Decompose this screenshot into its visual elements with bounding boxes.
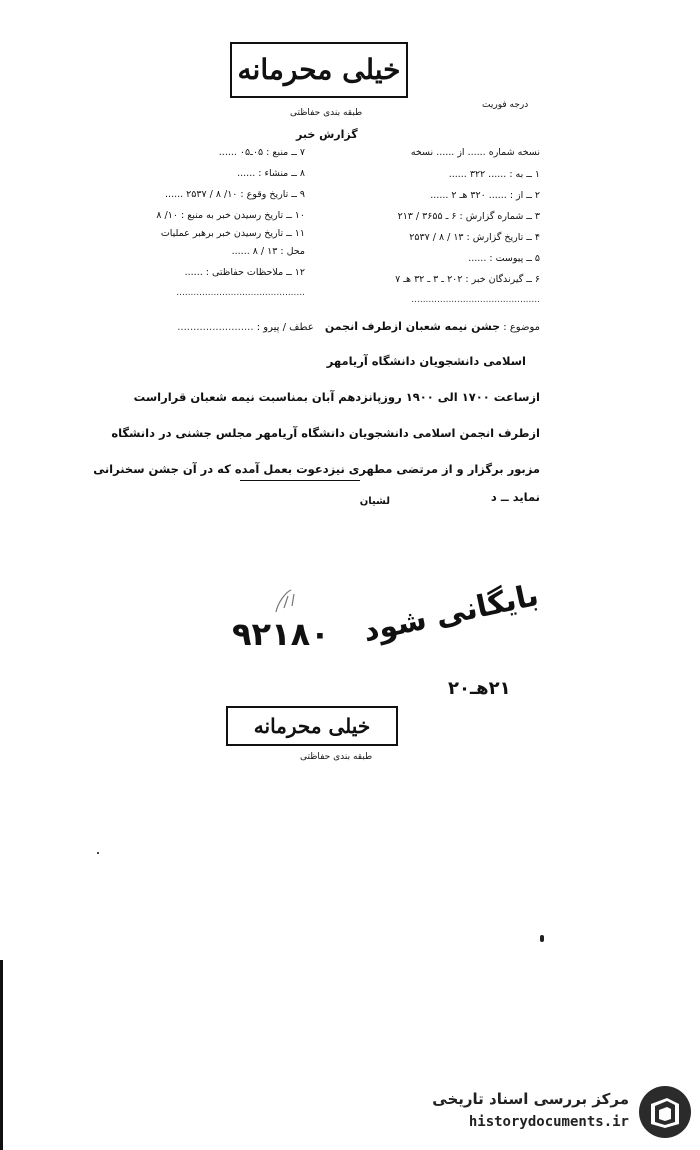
handwritten-archive-code: ۲۱هـ۲۰: [448, 678, 511, 699]
field-from: ۲ ــ از : ...... ۳۲۰ هـ ۲ ......: [430, 190, 540, 201]
field-recipients: ۶ ــ گیرندگان خبر : ۲۰۲ ـ ۳ ـ ۳۲ هـ ۷: [395, 274, 540, 285]
footer-classification-caption: طبقه بندی حفاظتی: [300, 752, 373, 762]
field-attachment: ۵ ــ پیوست : ......: [468, 253, 540, 264]
body-line-3: ازطرف انجمن اسلامی دانشجویان دانشگاه آریامهر مجلس جشنی در دانشگاه: [111, 426, 540, 440]
field-origin: ۸ ــ منشاء : ......: [237, 168, 305, 179]
footer-classification-stamp: [226, 706, 398, 746]
watermark-org-name: مرکز بررسی اسناد تاریخی: [432, 1090, 629, 1108]
ink-scribble-icon: [266, 582, 306, 622]
handwritten-archive-note: بایگانی شود: [360, 577, 542, 650]
signature-name: لشیان: [359, 496, 390, 507]
field-date-received-leader: ۱۱ ــ تاریخ رسیدن خبر برهبر عملیات: [160, 228, 305, 239]
archive-logo-icon: [637, 1084, 693, 1140]
fields-left: [120, 147, 305, 300]
subject-text: جشن نیمه شعبان ازطرف انجمن: [324, 320, 501, 333]
watermark-url: historydocuments.ir: [468, 1114, 629, 1130]
body-line-2: ازساعت ۱۷۰۰ الی ۱۹۰۰ روزپانزدهم آبان بمناسبت نیمه شعبان قراراست: [133, 390, 540, 404]
urgency-label: درجه فوریت: [482, 100, 529, 110]
top-classification-caption: طبقه بندی حفاظتی: [290, 108, 363, 118]
field-report-date: ۴ ــ تاریخ گزارش : ۱۳ / ۸ / ۲۵۳۷: [409, 232, 540, 243]
subject-reference: عطف / پیرو :: [256, 322, 314, 333]
field-place: محل : ۱۳ / ۸ ......: [231, 246, 305, 257]
scan-speck: [97, 852, 99, 854]
top-classification-stamp-text: خیلی محرمانه: [237, 53, 401, 86]
field-copy-number: نسخه شماره ...... از ...... نسخه: [410, 147, 540, 158]
field-date-received-source: ۱۰ ــ تاریخ رسیدن خبر به منبع : ۱۰/ ۸: [156, 210, 305, 221]
report-title: گزارش خبر: [296, 128, 358, 141]
watermark: [410, 1082, 695, 1142]
body-underline: [240, 480, 360, 481]
handwritten-number: ۹۲۱۸۰: [232, 615, 330, 653]
field-report-number: ۳ ــ شماره گزارش : ۶ ـ ۳۶۵۵ / ۲۱۳: [397, 211, 540, 222]
top-classification-stamp: [230, 42, 408, 98]
subject-line: [130, 320, 540, 333]
field-notes-continuation: .............................................: [176, 288, 305, 298]
field-security-notes: ۱۲ ــ ملاحظات حفاظتی : ......: [184, 267, 305, 278]
fields-right: [360, 147, 540, 307]
field-source: ۷ ــ منبع : ۰۵ـ۰۵ ......: [218, 147, 305, 158]
field-recipients-continuation: .............................................: [411, 295, 540, 305]
scan-edge-line: [0, 960, 3, 1150]
field-to: ۱ ــ به : ...... ۳۲۲ ......: [448, 169, 540, 180]
footer-classification-stamp-text: خیلی محرمانه: [253, 714, 371, 738]
body-line-1: اسلامی دانشجویان دانشگاه آریامهر: [326, 354, 526, 368]
subject-dots: ........................: [177, 322, 254, 333]
scan-speck: [540, 935, 544, 942]
subject-label: موضوع :: [503, 322, 540, 333]
field-event-date: ۹ ــ تاریخ وقوع : ۱۰/ ۸ / ۲۵۳۷ ......: [165, 189, 305, 200]
body-line-4: مزبور برگزار و از مرتضی مطهری نیزدعوت بعمل آمده که در آن جشن سخنرانی: [93, 462, 540, 476]
body-line-5: نماید ــ د: [490, 490, 540, 504]
